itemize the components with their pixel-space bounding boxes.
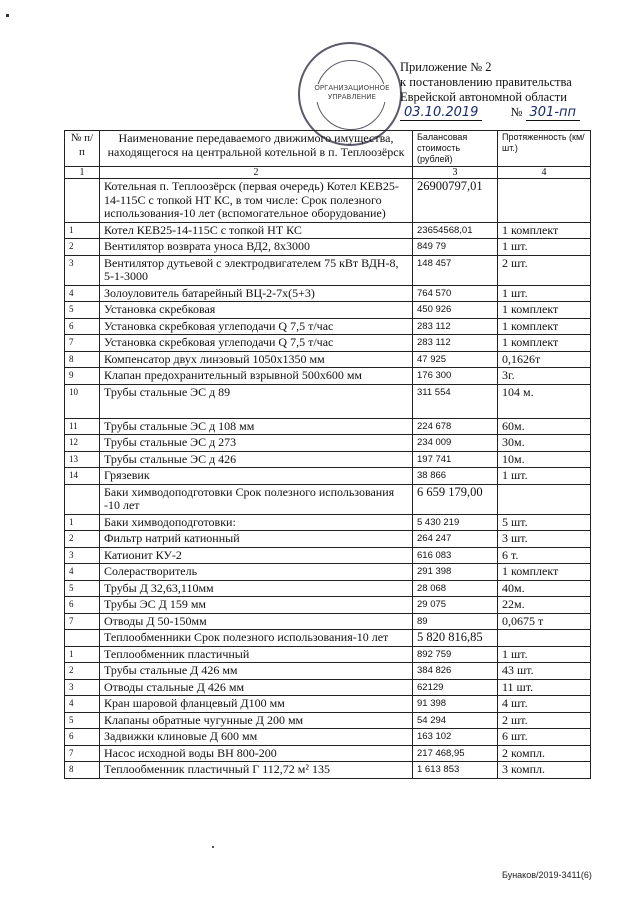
row-num: 10	[65, 384, 100, 418]
row-num: 1	[65, 646, 100, 663]
header-name: Наименование передаваемого движимого имущества, находящегося на центральной котельной в п. Теплоозёрск	[100, 131, 413, 167]
stamp-center-text: ОРГАНИЗАЦИОННОЕ УПРАВЛЕНИЕ	[308, 84, 396, 102]
row-name: Теплообменник пластичный	[100, 646, 413, 663]
row-num: 7	[65, 335, 100, 352]
colnum-2: 2	[100, 167, 413, 179]
table-row	[65, 531, 591, 548]
table-row	[65, 514, 591, 531]
row-num: 6	[65, 318, 100, 335]
row-quantity: 1 комплект	[498, 564, 591, 581]
row-quantity: 11 шт.	[498, 679, 591, 696]
row-quantity: 1 шт.	[498, 646, 591, 663]
row-num: 6	[65, 729, 100, 746]
table-row	[65, 302, 591, 319]
row-balance: 5 430 219	[413, 514, 498, 531]
table-row	[65, 547, 591, 564]
row-num: 1	[65, 222, 100, 239]
row-num: 3	[65, 255, 100, 285]
row-balance: 217 468,95	[413, 745, 498, 762]
row-name: Установка скребковая углеподачи Q 7,5 т/час	[100, 335, 413, 352]
row-quantity: 4 шт.	[498, 696, 591, 713]
row-balance: 6 659 179,00	[413, 484, 498, 514]
row-name: Теплообменник пластичный Г 112,72 м² 135	[100, 762, 413, 779]
table-row	[65, 435, 591, 452]
row-name: Задвижки клиновые Д 600 мм	[100, 729, 413, 746]
table-body	[65, 179, 591, 779]
table-row	[65, 729, 591, 746]
row-balance: 311 554	[413, 384, 498, 418]
row-name: Насос исходной воды ВН 800-200	[100, 745, 413, 762]
row-quantity: 1 комплект	[498, 335, 591, 352]
row-quantity: 3 компл.	[498, 762, 591, 779]
table-row	[65, 285, 591, 302]
row-name: Баки химводоподготовки:	[100, 514, 413, 531]
table-row	[65, 679, 591, 696]
row-quantity: 60м.	[498, 418, 591, 435]
table-row	[65, 418, 591, 435]
table-row	[65, 222, 591, 239]
table-row	[65, 564, 591, 581]
property-table	[64, 130, 591, 779]
table-row	[65, 696, 591, 713]
document-number: 301-пп	[526, 105, 581, 121]
row-balance: 47 925	[413, 351, 498, 368]
row-num	[65, 630, 100, 647]
scan-speck	[212, 846, 214, 848]
row-name: Установка скребковая углеподачи Q 7,5 т/час	[100, 318, 413, 335]
row-name: Катионит КУ-2	[100, 547, 413, 564]
row-num	[65, 179, 100, 223]
row-balance: 26900797,01	[413, 179, 498, 223]
table-row	[65, 239, 591, 256]
row-quantity: 0,1626т	[498, 351, 591, 368]
table-row	[65, 745, 591, 762]
column-number-row	[65, 167, 591, 179]
row-name: Кран шаровой фланцевый Д100 мм	[100, 696, 413, 713]
row-name: Трубы ЭС Д 159 мм	[100, 597, 413, 614]
row-name: Вентилятор возврата уноса ВД2, 8х3000	[100, 239, 413, 256]
row-balance: 38 866	[413, 468, 498, 485]
row-num: 8	[65, 762, 100, 779]
row-quantity	[498, 630, 591, 647]
row-quantity	[498, 179, 591, 223]
row-balance: 264 247	[413, 531, 498, 548]
row-name: Котельная п. Теплоозёрск (первая очередь) Котел КЕВ25-14-115С с топкой НТ КС, в том числе: Срок полезного использования-10 лет (вспомогательное оборудование)	[100, 179, 413, 223]
table-row	[65, 255, 591, 285]
table-row	[65, 179, 591, 223]
row-name: Грязевик	[100, 468, 413, 485]
row-quantity: 2 шт.	[498, 712, 591, 729]
appendix-header	[400, 60, 630, 121]
table-row	[65, 468, 591, 485]
row-balance: 283 112	[413, 335, 498, 352]
row-balance: 764 570	[413, 285, 498, 302]
row-quantity: 1 комплект	[498, 302, 591, 319]
row-quantity: 2 компл.	[498, 745, 591, 762]
row-name: Солерастворитель	[100, 564, 413, 581]
row-balance: 892 759	[413, 646, 498, 663]
row-name: Установка скребковая	[100, 302, 413, 319]
table-row	[65, 646, 591, 663]
appendix-title: Приложение № 2	[400, 60, 492, 74]
table-row	[65, 613, 591, 630]
row-num: 2	[65, 663, 100, 680]
row-num: 5	[65, 302, 100, 319]
row-balance: 291 398	[413, 564, 498, 581]
table-row	[65, 484, 591, 514]
row-name: Котел КЕВ25-14-115С с топкой НТ КС	[100, 222, 413, 239]
appendix-subtitle-2: Еврейской автономной области	[400, 90, 567, 104]
row-balance: 29 075	[413, 597, 498, 614]
row-num: 7	[65, 745, 100, 762]
table-row	[65, 451, 591, 468]
row-name: Вентилятор дутьевой с электродвигателем 75 кВт ВДН-8, 5-1-3000	[100, 255, 413, 285]
table-row	[65, 580, 591, 597]
row-num	[65, 484, 100, 514]
row-quantity: 10м.	[498, 451, 591, 468]
table-row	[65, 384, 591, 418]
row-name: Компенсатор двух линзовый 1050х1350 мм	[100, 351, 413, 368]
row-name: Отводы Д 50-150мм	[100, 613, 413, 630]
row-num: 12	[65, 435, 100, 452]
row-quantity: 30м.	[498, 435, 591, 452]
row-balance: 849 79	[413, 239, 498, 256]
row-name: Трубы стальные ЭС д 108 мм	[100, 418, 413, 435]
row-num: 2	[65, 531, 100, 548]
date-number-line	[400, 105, 630, 121]
table-row	[65, 762, 591, 779]
row-name: Фильтр натрий катионный	[100, 531, 413, 548]
colnum-3: 3	[413, 167, 498, 179]
table-row	[65, 368, 591, 385]
row-num: 6	[65, 597, 100, 614]
row-balance: 283 112	[413, 318, 498, 335]
table-row	[65, 351, 591, 368]
row-num: 11	[65, 418, 100, 435]
row-name: Трубы Д 32,63,110мм	[100, 580, 413, 597]
row-balance: 28 068	[413, 580, 498, 597]
colnum-4: 4	[498, 167, 591, 179]
row-balance: 197 741	[413, 451, 498, 468]
row-balance: 176 300	[413, 368, 498, 385]
row-name: Отводы стальные Д 426 мм	[100, 679, 413, 696]
row-name: Золоуловитель батарейный ВЦ-2-7х(5+3)	[100, 285, 413, 302]
row-name: Трубы стальные ЭС д 426	[100, 451, 413, 468]
table-row	[65, 663, 591, 680]
row-quantity: 3 шт.	[498, 531, 591, 548]
row-num: 8	[65, 351, 100, 368]
row-num: 13	[65, 451, 100, 468]
document-date: 03.10.2019	[400, 105, 482, 121]
row-num: 3	[65, 547, 100, 564]
row-name: Баки химводоподготовки Срок полезного использования -10 лет	[100, 484, 413, 514]
table-row	[65, 712, 591, 729]
row-balance: 148 457	[413, 255, 498, 285]
row-name: Клапан предохранительный взрывной 500х600 мм	[100, 368, 413, 385]
scan-speck	[6, 14, 9, 17]
row-name: Трубы стальные Д 426 мм	[100, 663, 413, 680]
row-balance: 23654568,01	[413, 222, 498, 239]
table-row	[65, 597, 591, 614]
row-num: 7	[65, 613, 100, 630]
row-quantity: 2 шт.	[498, 255, 591, 285]
row-quantity: 1 комплект	[498, 222, 591, 239]
row-num: 5	[65, 580, 100, 597]
row-balance: 163 102	[413, 729, 498, 746]
row-num: 1	[65, 514, 100, 531]
row-balance: 89	[413, 613, 498, 630]
row-quantity: 3г.	[498, 368, 591, 385]
row-quantity: 6 шт.	[498, 729, 591, 746]
row-quantity: 43 шт.	[498, 663, 591, 680]
table-row	[65, 318, 591, 335]
document-id: Бунаков/2019-3411(6)	[502, 870, 592, 880]
header-balance: Балансовая стоимость (рублей)	[413, 131, 498, 167]
number-label: № 301-пп	[510, 105, 580, 121]
row-balance: 5 820 816,85	[413, 630, 498, 647]
row-quantity: 22м.	[498, 597, 591, 614]
row-quantity: 1 шт.	[498, 285, 591, 302]
colnum-1: 1	[65, 167, 100, 179]
row-num: 9	[65, 368, 100, 385]
row-num: 3	[65, 679, 100, 696]
row-quantity: 1 шт.	[498, 239, 591, 256]
header-length: Протяженность (км/шт.)	[498, 131, 591, 167]
row-quantity: 104 м.	[498, 384, 591, 418]
row-quantity	[498, 484, 591, 514]
row-balance: 1 613 853	[413, 762, 498, 779]
row-num: 2	[65, 239, 100, 256]
row-quantity: 6 т.	[498, 547, 591, 564]
row-num: 4	[65, 564, 100, 581]
row-balance: 234 009	[413, 435, 498, 452]
table-row	[65, 335, 591, 352]
row-balance: 384 826	[413, 663, 498, 680]
row-balance: 224 678	[413, 418, 498, 435]
row-quantity: 5 шт.	[498, 514, 591, 531]
row-balance: 54 294	[413, 712, 498, 729]
row-num: 4	[65, 696, 100, 713]
row-balance: 450 926	[413, 302, 498, 319]
row-balance: 62129	[413, 679, 498, 696]
row-quantity: 1 комплект	[498, 318, 591, 335]
row-name: Теплообменники Срок полезного использования-10 лет	[100, 630, 413, 647]
row-quantity: 0,0675 т	[498, 613, 591, 630]
row-balance: 616 083	[413, 547, 498, 564]
row-num: 14	[65, 468, 100, 485]
header-num: № п/п	[65, 131, 100, 167]
row-quantity: 40м.	[498, 580, 591, 597]
table-row	[65, 630, 591, 647]
row-name: Клапаны обратные чугунные Д 200 мм	[100, 712, 413, 729]
row-quantity: 1 шт.	[498, 468, 591, 485]
row-name: Трубы стальные ЭС д 89	[100, 384, 413, 418]
row-num: 4	[65, 285, 100, 302]
appendix-subtitle-1: к постановлению правительства	[400, 75, 572, 89]
table-header-row	[65, 131, 591, 167]
row-num: 5	[65, 712, 100, 729]
row-balance: 91 398	[413, 696, 498, 713]
row-name: Трубы стальные ЭС д 273	[100, 435, 413, 452]
